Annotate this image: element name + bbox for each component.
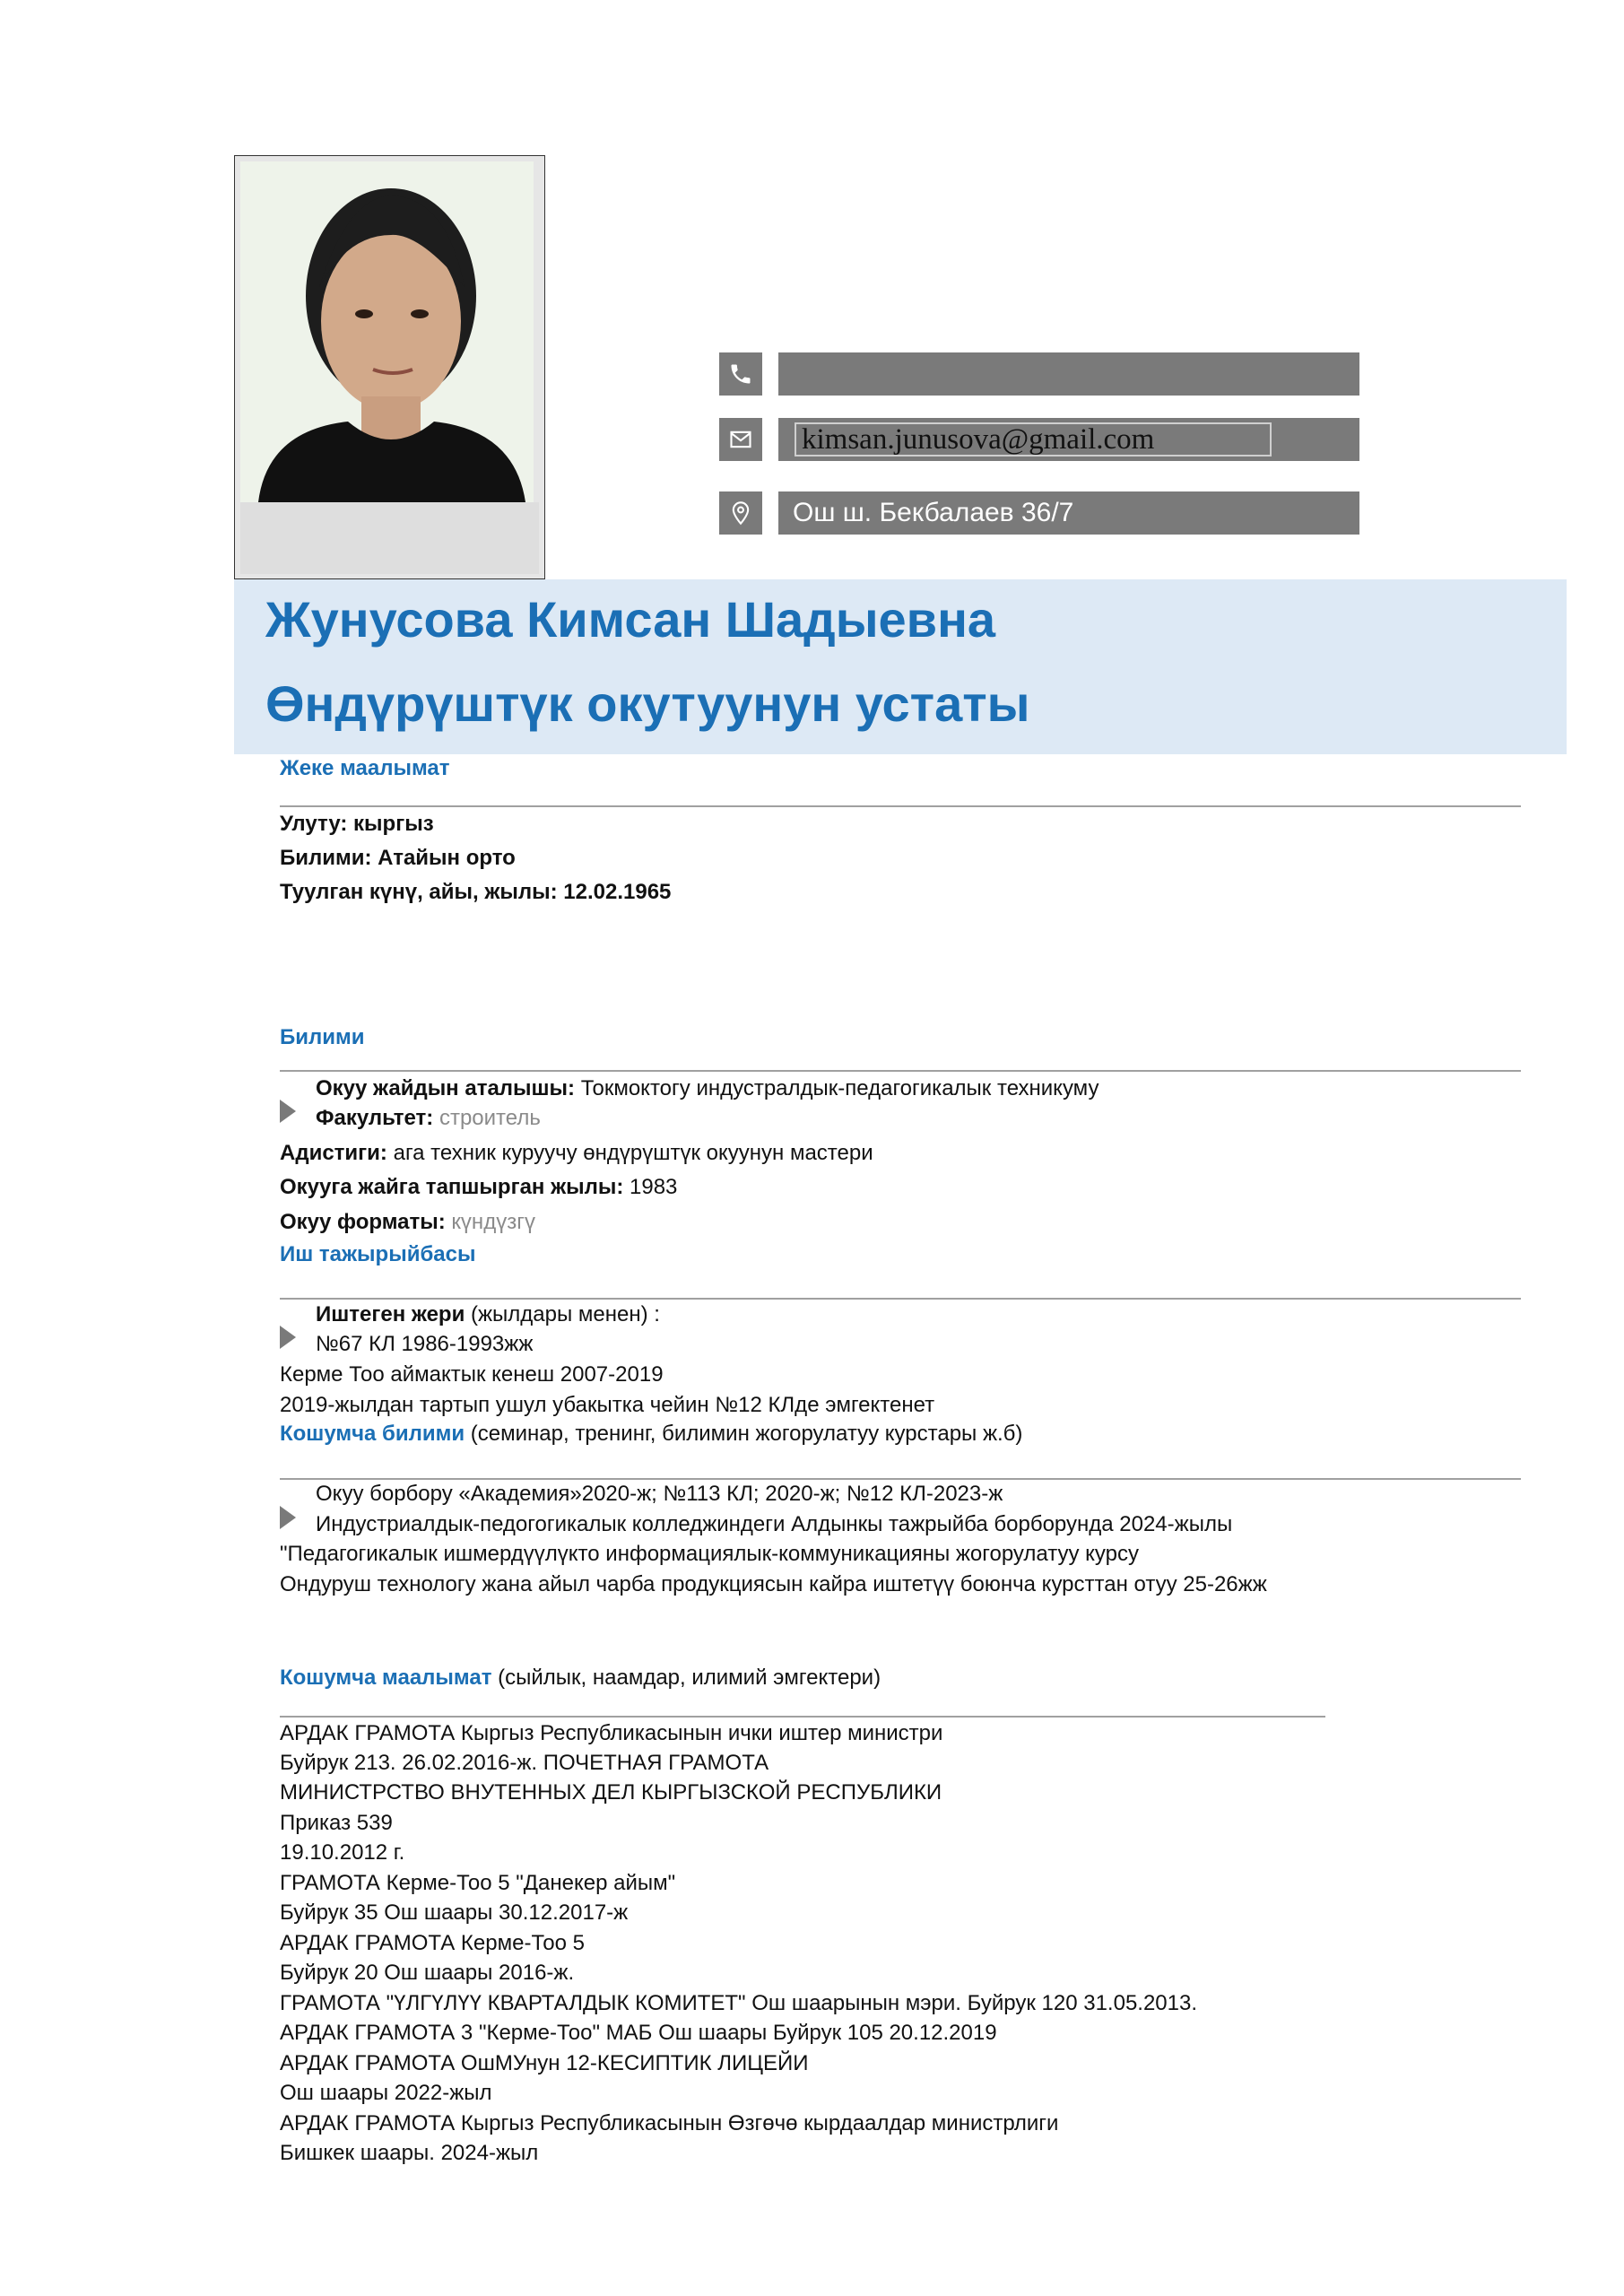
award-item: АРДАК ГРАМОТА Кыргыз Республикасынын Өзгөчө кырдаалдар министрлиги (280, 2111, 1059, 2135)
section-experience-heading: Иш тажырыйбасы (280, 1242, 476, 1266)
admission-year-line (280, 1174, 677, 1201)
school-label: Окуу жайдын аталышы: (316, 1076, 576, 1100)
award-item: АРДАК ГРАМОТА 3 "Керме-Тоо" МАБ Ош шаары Буйрук 105 20.12.2019 (280, 2021, 997, 2045)
study-format-label: Окуу форматы: (280, 1210, 446, 1234)
section-divider (280, 805, 1521, 807)
faculty-value: строитель (433, 1106, 541, 1130)
experience-item: Керме Тоо аймактык кенеш 2007-2019 (280, 1362, 664, 1387)
workplace-label: Иштеген жери (316, 1302, 465, 1326)
admission-year-label: Окууга жайга тапшырган жылы: (280, 1175, 624, 1199)
specialty-label: Адистиги: (280, 1141, 387, 1165)
additional-education-heading: Кошумча билими (280, 1422, 465, 1446)
course-item: Ондуруш технологу жана айыл чарба продукциясын кайра иштетүү боюнча курсттан отуу 25-26жж (280, 1572, 1267, 1596)
additional-education-note: (семинар, тренинг, билимин жогорулатуу курстары ж.б) (465, 1422, 1023, 1446)
person-name: Жунусова Кимсан Шадыевна (265, 591, 996, 648)
workplace-note: (жылдары менен) : (465, 1302, 660, 1326)
award-item: Буйрук 20 Ош шаары 2016-ж. (280, 1961, 575, 1985)
section-divider (280, 1070, 1521, 1072)
workplace-line (316, 1301, 660, 1328)
bullet-triangle-icon (280, 1506, 296, 1529)
profile-photo (234, 155, 545, 579)
school-value: Токмоктогу индустралдык-педагогикалык техникуму (575, 1076, 1099, 1100)
birth-date: Туулган күнү, айы, жылы: 12.02.1965 (280, 880, 672, 904)
award-item: Бишкек шаары. 2024-жыл (280, 2141, 539, 2165)
experience-item: №67 КЛ 1986-1993жж (316, 1332, 534, 1356)
experience-item: 2019-жылдан тартып ушул убакытка чейин №12 КЛде эмгектенет (280, 1393, 935, 1417)
section-divider (280, 1298, 1521, 1300)
award-item: Ош шаары 2022-жыл (280, 2081, 492, 2105)
award-item: ГРАМОТА "ҮЛГҮЛҮҮ КВАРТАЛДЫК КОМИТЕТ" Ош шаарынын мэри. Буйрук 120 31.05.2013. (280, 1991, 1198, 2015)
faculty-line (316, 1105, 541, 1132)
specialty-value: ага техник куруучу өндүрүштүк окуунун мастери (386, 1141, 873, 1165)
award-item: 19.10.2012 г. (280, 1840, 405, 1865)
location-pin-icon (719, 491, 762, 535)
address-value: Ош ш. Бекбалаев 36/7 (793, 498, 1074, 527)
email-link[interactable]: kimsan.junusova@gmail.com (795, 422, 1272, 457)
award-item: ГРАМОТА Керме-Тоо 5 "Данекер айым" (280, 1871, 676, 1895)
course-item: Индустриалдык-педогогикалык колледжиндеги Алдынкы тажрыйба борборунда 2024-жылы (316, 1512, 1233, 1536)
phone-field (778, 352, 1359, 396)
course-item: Окуу борбору «Академия»2020-ж; №113 КЛ; 2020-ж; №12 КЛ-2023-ж (316, 1482, 1003, 1506)
award-item: МИНИСТРСТВО ВНУТЕННЫХ ДЕЛ КЫРГЫЗСКОЙ РЕСПУБЛИКИ (280, 1780, 942, 1805)
study-format-line (280, 1209, 535, 1236)
nationality: Улуту: кыргыз (280, 812, 434, 836)
education-level: Билими: Атайын орто (280, 846, 516, 870)
section-education-heading: Билими (280, 1025, 365, 1049)
additional-info-heading: Кошумча маалымат (280, 1665, 492, 1690)
award-item: АРДАК ГРАМОТА Керме-Тоо 5 (280, 1931, 585, 1955)
section-divider (280, 1716, 1325, 1718)
award-item: Буйрук 35 Ош шаары 30.12.2017-ж (280, 1900, 629, 1925)
address-field (778, 491, 1359, 535)
award-item: АРДАК ГРАМОТА ОшМУнун 12-КЕСИПТИК ЛИЦЕЙИ (280, 2051, 809, 2075)
award-item: АРДАК ГРАМОТА Кыргыз Республикасынын ички иштер министри (280, 1721, 943, 1745)
school-line (316, 1075, 1099, 1102)
section-additional-education-heading (280, 1422, 1022, 1447)
course-item: "Педагогикалык ишмердүүлүкто информациялык-коммуникацияны жогорулатуу курсу (280, 1542, 1140, 1566)
section-divider (280, 1478, 1521, 1480)
bullet-triangle-icon (280, 1326, 296, 1349)
specialty-line (280, 1140, 873, 1167)
phone-icon (719, 352, 762, 396)
award-item: Приказ 539 (280, 1811, 393, 1835)
job-title: Өндүрүштүк окутуунун устаты (265, 675, 1030, 732)
section-additional-info-heading (280, 1665, 881, 1691)
admission-year-value: 1983 (623, 1175, 678, 1199)
section-personal-heading: Жеке маалымат (280, 756, 450, 780)
email-field (778, 418, 1359, 461)
bullet-triangle-icon (280, 1100, 296, 1123)
email-icon (719, 418, 762, 461)
faculty-label: Факультет: (316, 1106, 434, 1130)
additional-info-note: (сыйлык, наамдар, илимий эмгектери) (491, 1665, 881, 1690)
study-format-value: күндүзгү (445, 1210, 535, 1234)
award-item: Буйрук 213. 26.02.2016-ж. ПОЧЕТНАЯ ГРАМОТА (280, 1751, 769, 1775)
